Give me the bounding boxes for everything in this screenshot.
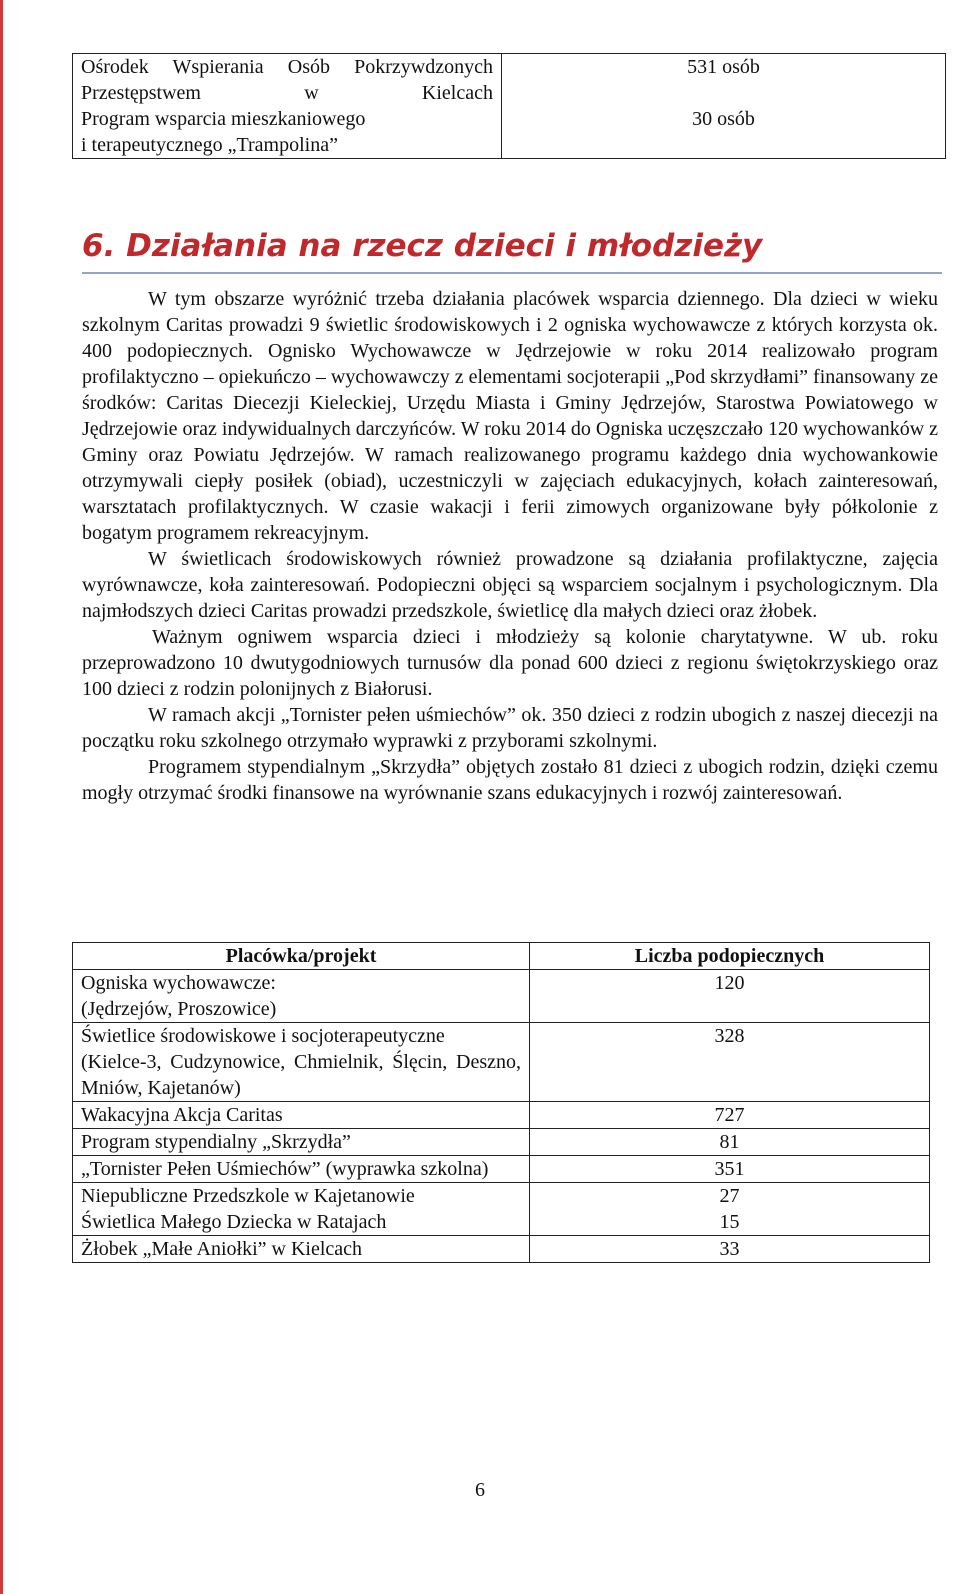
row-name: „Tornister Pełen Uśmiechów” (wyprawka szkolna) bbox=[73, 1156, 530, 1183]
row-name-detail: (Jędrzejów, Proszowice) bbox=[81, 998, 277, 1020]
row-name: Żłobek „Małe Aniołki” w Kielcach bbox=[73, 1236, 530, 1263]
heading-underline bbox=[82, 272, 942, 274]
paragraph-1: W tym obszarze wyróżnić trzeba działania placówek wsparcia dziennego. Dla dzieci w wieku szkolnym Caritas prowadzi 9 świetlic środowiskowych i 2 ogniska wychowawcze z których korzysta ok. 400 podopiecznych. Ognisko Wychowawcze w Jędrzejowie w roku 2014 realizowało program profilaktyczno – opiekuńczo – wychowawczy z elementami socjoterapii „Pod skrzydłami” finansowany ze środków: Caritas Diecezji Kieleckiej, Urzędu Miasta i Gminy Jędrzejów, Starostwa Powiatowego w Jędrzejowie oraz indywidualnych darczyńców. W roku 2014 do Ogniska uczęszczało 120 wychowanków z Gminy oraz Powiatu Jędrzejów. W ramach realizowanego programu każdego dnia wychowankowie otrzymywali ciepły posiłek (obiad), uczestniczyli w zajęciach edukacyjnych, kołach zainteresowań, warsztatach profilaktycznych. W czasie wakacji i ferii zimowych organizowane były półkolonie z bogatym programem rekreacyjnym. bbox=[82, 288, 939, 544]
row-name: Program stypendialny „Skrzydła” bbox=[73, 1129, 530, 1156]
row-name: Ogniska wychowawcze: bbox=[81, 972, 276, 994]
page-number: 6 bbox=[475, 1479, 485, 1501]
header-liczba: Liczba podopiecznych bbox=[530, 943, 930, 970]
table-row bbox=[73, 1183, 930, 1236]
header-placowka: Placówka/projekt bbox=[73, 943, 530, 970]
row-value: 33 bbox=[530, 1236, 930, 1263]
section-body bbox=[82, 286, 938, 806]
table-row bbox=[73, 1129, 930, 1156]
table-cell-value bbox=[502, 54, 946, 159]
row-2-name-line2: i terapeutycznego „Trampolina” bbox=[81, 134, 338, 156]
row-1-value: 531 osób bbox=[687, 56, 760, 78]
table-row bbox=[73, 970, 930, 1023]
row-2-value: 30 osób bbox=[692, 108, 755, 130]
row-1-name: Ośrodek Wspierania Osób Pokrzywdzonych Przestępstwem w Kielcach bbox=[81, 56, 493, 104]
paragraph-5: Programem stypendialnym „Skrzydła” objętych zostało 81 dzieci z ubogich rodzin, dzięki czemu mogły otrzymać środki finansowe na wyrównanie szans edukacyjnych i rozwój zainteresowań. bbox=[82, 756, 938, 804]
table-row bbox=[73, 1102, 930, 1129]
row-2-name-line1: Program wsparcia mieszkaniowego bbox=[81, 108, 366, 130]
row-value: 351 bbox=[530, 1156, 930, 1183]
table-row bbox=[73, 54, 946, 159]
row-value: 120 bbox=[530, 970, 930, 1023]
row-value: 81 bbox=[530, 1129, 930, 1156]
top-table bbox=[72, 53, 946, 159]
row-name: Świetlice środowiskowe i socjoterapeutyczne bbox=[81, 1025, 445, 1047]
row-name: Niepubliczne Przedszkole w Kajetanowie bbox=[81, 1185, 415, 1207]
row-value: 328 bbox=[530, 1023, 930, 1102]
table-row bbox=[73, 1236, 930, 1263]
page-edge-rule bbox=[0, 0, 3, 1594]
beneficiaries-table bbox=[72, 942, 930, 1263]
table-cell-name bbox=[73, 54, 502, 159]
row-name-detail: (Kielce-3, Cudzynowice, Chmielnik, Ślęcin, Deszno, Mniów, Kajetanów) bbox=[81, 1051, 521, 1099]
section-heading: 6. Działania na rzecz dzieci i młodzieży bbox=[82, 228, 763, 264]
paragraph-2: W świetlicach środowiskowych również prowadzone są działania profilaktyczne, zajęcia wyrównawcze, koła zainteresowań. Podopieczni objęci są wsparciem socjalnym i psychologicznym. Dla najmłodszych dzieci Caritas prowadzi przedszkole, świetlicę dla małych dzieci oraz żłobek. bbox=[82, 548, 938, 622]
row-value-2: 15 bbox=[719, 1211, 740, 1233]
table-row bbox=[73, 1156, 930, 1183]
table-row bbox=[73, 1023, 930, 1102]
paragraph-3: Ważnym ogniwem wsparcia dzieci i młodzieży są kolonie charytatywne. W ub. roku przeprowadzono 10 dwutygodniowych turnusów dla ponad 600 dzieci z regionu świętokrzyskiego oraz 100 dzieci z rodzin polonijnych z Białorusi. bbox=[82, 626, 938, 700]
table-header-row bbox=[73, 943, 930, 970]
paragraph-4: W ramach akcji „Tornister pełen uśmiechów” ok. 350 dzieci z rodzin ubogich z naszej diecezji na początku roku szkolnego otrzymało wyprawki z przyborami szkolnymi. bbox=[82, 704, 938, 752]
row-name: Wakacyjna Akcja Caritas bbox=[73, 1102, 530, 1129]
row-value: 27 bbox=[719, 1185, 740, 1207]
row-value: 727 bbox=[530, 1102, 930, 1129]
row-name-detail: Świetlica Małego Dziecka w Ratajach bbox=[81, 1211, 387, 1233]
